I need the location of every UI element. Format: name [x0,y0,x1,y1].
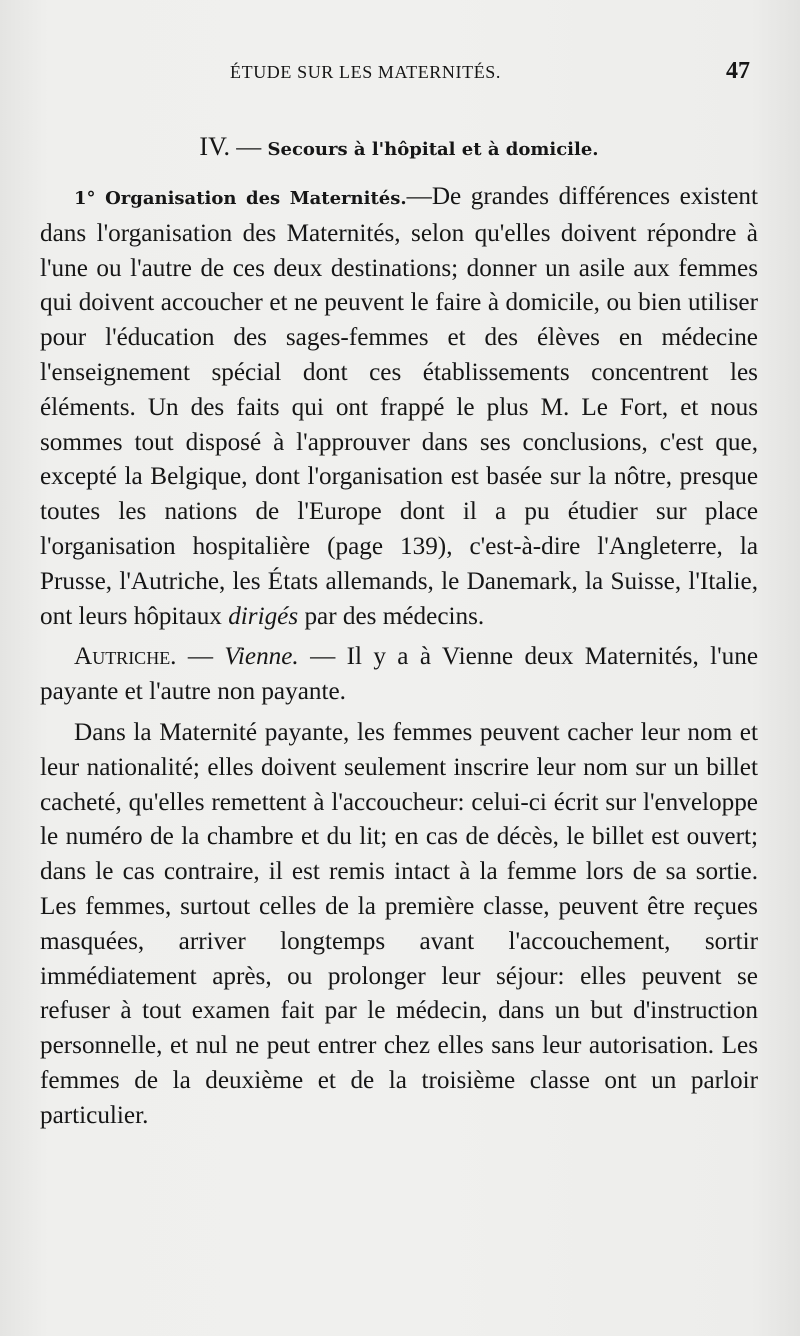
paragraph-text-end: par des médecins. [298,602,485,630]
paragraph-maternite-payante [40,716,758,1134]
city-separator: — [298,643,347,671]
paragraph-text: De grandes différences existent dans l'organisation des Maternités, selon qu'elles doivent répondre à l'une ou l'autre de ces deux destinations; donner un asile aux femmes qui doivent accoucher et ne peuvent le faire à domicile, ou bien utiliser pour l'éducation des sages-femmes et des élèves en médecine l'enseignement spécial dont ces établissements concentrent les éléments. Un des faits qui ont frappé le plus M. Le Fort, et nous sommes tout disposé à l'approuver dans ses conclusions, c'est que, excepté la Belgique, dont l'organisation est basée sur la nôtre, presque toutes les nations de l'Europe dont il a pu étudier sur place l'organisation hospitalière (page 139), c'est-à-dire l'Angleterre, la Prusse, l'Autriche, les États allemands, le Danemark, la Suisse, l'Italie, ont leurs hôpitaux [40,183,758,630]
section-heading: Secours à l'hôpital et à domicile. [267,139,599,160]
heading-dash: — [406,183,432,210]
emphasis-text: dirigés [228,602,299,630]
paragraph-text: Dans la Maternité payante, les femmes peuvent cacher leur nom et leur nationalité; elles doivent seulement inscrire leur nom sur un billet cacheté, qu'elles remettent à l'accoucheur: celui-ci écrit sur l'enveloppe le numéro de la chambre et du lit; en cas de décès, le billet est ouvert; dans le cas contraire, il est remis intact à la femme lors de sa sortie. Les femmes, surtout celles de la première classe, peuvent être reçues masquées, arriver longtemps avant l'accouchement, sortir immédiatement après, ou prolonger leur séjour: elles peuvent se refuser à tout examen fait par le médecin, dans un but d'instruction personnelle, et nul ne peut entrer chez elles sans leur autorisation. Les femmes de la deuxième et de la troisième classe ont un parloir particulier. [40,718,758,1129]
section-number: IV. [199,132,231,161]
country-separator: — [176,643,225,671]
page-header [40,58,750,88]
city-label: Vienne. [224,643,299,671]
paragraph-heading: 1° Organisation des Maternités. [74,188,407,209]
country-label: Autriche. [74,643,177,671]
page-number: 47 [726,58,750,84]
paragraph-organisation [40,180,758,634]
paragraph-text: Il y a à Vienne deux Maternités, l'une payante et l'autre non payante. [40,643,759,706]
paragraph-autriche [40,640,758,710]
body-text [40,180,758,1140]
running-title: ÉTUDE SUR LES MATERNITÉS. [230,62,501,82]
section-dash: — [230,134,268,161]
section-title [40,132,758,162]
